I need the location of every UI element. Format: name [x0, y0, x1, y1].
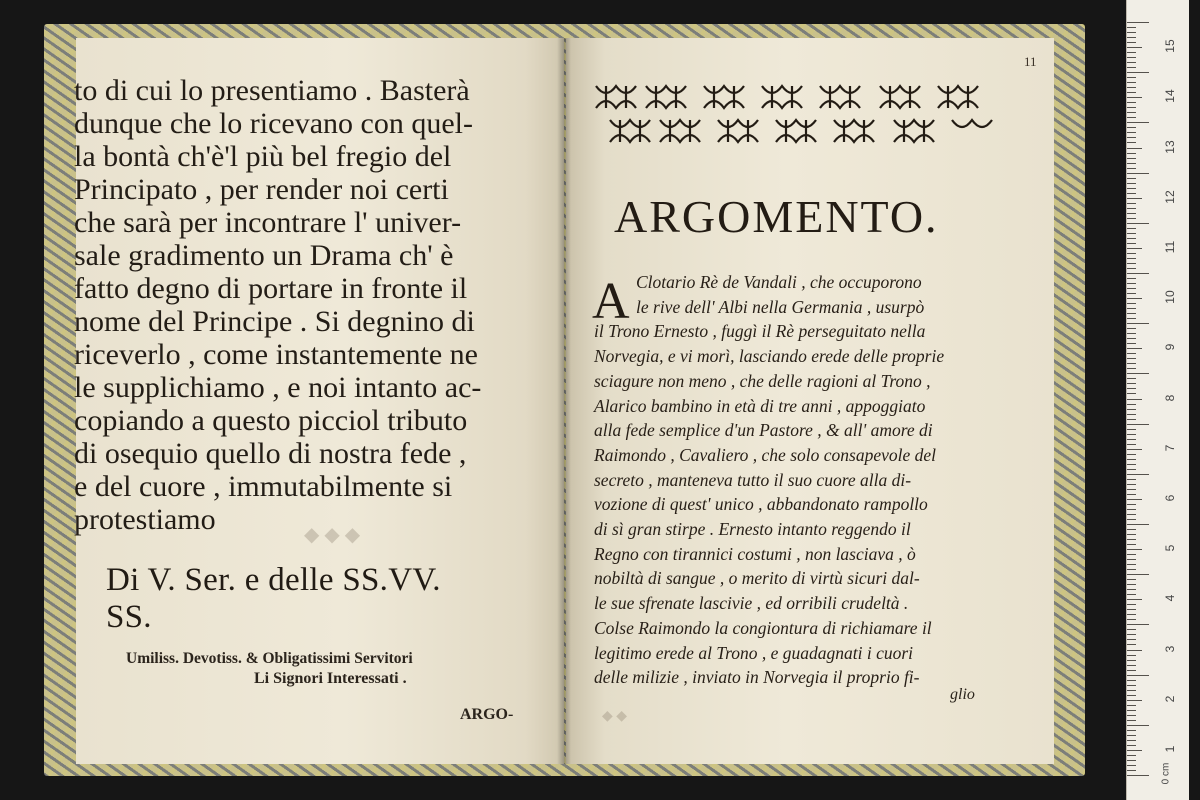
ruler-tick	[1127, 484, 1136, 485]
ruler-tick	[1127, 554, 1136, 555]
ruler-tick	[1127, 67, 1136, 68]
signature-line: Umiliss. Devotiss. & Obligatissimi Servitori	[126, 650, 413, 667]
text-line: e del cuore , immutabilmente si	[74, 470, 453, 503]
ruler-tick	[1127, 303, 1136, 304]
ruler-tick	[1127, 243, 1136, 244]
ruler-tick	[1127, 564, 1136, 565]
ruler-tick	[1127, 634, 1136, 635]
ruler-tick	[1127, 775, 1149, 776]
ruler-tick	[1127, 173, 1149, 174]
ruler-tick	[1127, 519, 1136, 520]
ruler-tick	[1127, 57, 1136, 58]
ruler-tick	[1127, 619, 1136, 620]
ruler-tick	[1127, 178, 1136, 179]
ruler-tick	[1127, 393, 1136, 394]
text-line: legitimo erede al Trono , e guadagnati i cuori	[594, 642, 914, 663]
text-line: nobiltà di sangue , o merito di virtù sicuri dal-	[594, 568, 920, 589]
ruler-tick	[1127, 27, 1136, 28]
ruler-tick	[1127, 514, 1136, 515]
text-line: alla fede semplice d'un Pastore , & all' amore di	[594, 420, 933, 441]
text-line: to di cui lo presentiamo . Basterà	[74, 74, 470, 107]
ruler-tick	[1127, 644, 1136, 645]
ruler-tick	[1127, 273, 1149, 274]
text-line: riceverlo , come instantemente ne	[74, 338, 478, 371]
ruler-tick	[1127, 168, 1136, 169]
ruler-tick	[1127, 343, 1136, 344]
text-line: Alarico bambino in età di tre anni , appoggiato	[594, 395, 926, 416]
ruler-number: 8	[1163, 394, 1177, 401]
ruler-number: 5	[1163, 544, 1177, 552]
ruler-tick	[1127, 589, 1136, 590]
ruler-tick	[1127, 318, 1136, 319]
ruler-tick	[1127, 715, 1136, 716]
ruler-tick	[1127, 670, 1136, 671]
ruler-tick	[1127, 680, 1136, 681]
ruler-tick	[1127, 700, 1142, 701]
ruler-tick	[1127, 574, 1149, 575]
text-line: dunque che lo ricevano con quel-	[74, 107, 474, 140]
ruler-tick	[1127, 720, 1136, 721]
ruler-tick	[1127, 539, 1136, 540]
ruler-tick	[1127, 639, 1136, 640]
ruler-tick	[1127, 609, 1136, 610]
ruler-number: 6	[1163, 494, 1177, 502]
ruler-tick	[1127, 409, 1136, 410]
text-line: le rive dell' Albi nella Germania , usurpò	[636, 296, 925, 317]
ruler-tick	[1127, 298, 1142, 299]
ruler-tick	[1127, 223, 1149, 224]
ruler-tick	[1127, 464, 1136, 465]
ruler-number: 9	[1163, 343, 1177, 351]
ruler-number: 11	[1163, 240, 1177, 254]
ruler-tick	[1127, 137, 1136, 138]
ruler-tick	[1127, 459, 1136, 460]
ruler-tick	[1127, 439, 1136, 440]
ruler-tick	[1127, 233, 1136, 234]
ruler-tick	[1127, 404, 1136, 405]
ruler-tick	[1127, 193, 1136, 194]
ruler-tick	[1127, 102, 1136, 103]
signature-line: Li Signori Interessati .	[254, 670, 407, 687]
ruler-tick	[1127, 127, 1136, 128]
ruler-tick	[1127, 313, 1136, 314]
ruler-tick	[1127, 690, 1136, 691]
text-line: Clotario Rè de Vandali , che occuporono	[636, 272, 922, 292]
page-number: 11	[1024, 54, 1037, 69]
ruler-tick	[1127, 529, 1136, 530]
ruler-number: 3	[1163, 645, 1177, 652]
ruler-tick	[1127, 660, 1136, 661]
ruler-number: 15	[1163, 39, 1177, 53]
ruler-tick	[1127, 77, 1136, 78]
ruler-tick	[1127, 449, 1142, 450]
ruler-tick	[1127, 725, 1149, 726]
ruler-tick	[1127, 594, 1136, 595]
ruler-tick	[1127, 363, 1136, 364]
ruler-tick	[1127, 760, 1136, 761]
text-line: le supplichiamo , e noi intanto ac-	[74, 371, 482, 404]
ruler-tick	[1127, 750, 1142, 751]
ruler-tick	[1127, 183, 1136, 184]
ruler-tick	[1127, 755, 1136, 756]
ruler-tick	[1127, 228, 1136, 229]
ruler-tick	[1127, 419, 1136, 420]
text-line: vozione di quest' unico , abbandonato rampollo	[594, 494, 928, 515]
ruler-tick	[1127, 730, 1136, 731]
ruler-tick	[1127, 198, 1142, 199]
ruler-number: 13	[1163, 139, 1177, 154]
book-gutter	[557, 38, 571, 764]
ruler-tick	[1127, 695, 1136, 696]
ruler-tick	[1127, 218, 1136, 219]
ruler-tick	[1127, 283, 1136, 284]
ruler-tick	[1127, 740, 1136, 741]
ruler-tick	[1127, 117, 1136, 118]
ruler-tick	[1127, 62, 1136, 63]
catchword: ARGO-	[460, 706, 514, 723]
ruler-tick	[1127, 163, 1136, 164]
ruler-tick	[1127, 248, 1142, 249]
text-line: la bontà ch'è'l più bel fregio del	[74, 140, 452, 173]
ruler-tick	[1127, 424, 1149, 425]
closing-salutation: Di V. Ser. e delle SS.VV. SS.	[106, 562, 441, 635]
text-line: Norvegia, e vi morì, lasciando erede delle proprie	[594, 346, 945, 367]
text-line: protestiamo	[74, 503, 216, 536]
ruler-tick	[1127, 72, 1149, 73]
ruler-tick	[1127, 770, 1136, 771]
text-line: sale gradimento un Drama ch' è	[74, 239, 454, 272]
ruler-tick	[1127, 348, 1142, 349]
ruler-tick	[1127, 338, 1136, 339]
text-line: di osequio quello di nostra fede ,	[74, 437, 467, 470]
ruler-tick	[1127, 328, 1136, 329]
ruler-tick	[1127, 414, 1136, 415]
ruler-tick	[1127, 378, 1136, 379]
ruler-tick	[1127, 122, 1149, 123]
ruler-tick	[1127, 399, 1142, 400]
ruler-tick	[1127, 569, 1136, 570]
ruler-tick	[1127, 454, 1136, 455]
ruler-tick	[1127, 238, 1136, 239]
ruler-tick	[1127, 52, 1136, 53]
ruler-tick	[1127, 373, 1149, 374]
ruler-tick	[1127, 675, 1149, 676]
ruler-tick	[1127, 599, 1142, 600]
ruler-tick	[1127, 489, 1136, 490]
ruler-tick	[1127, 650, 1142, 651]
text-line: Regno con tirannici costumi , non lasciava , ò	[594, 543, 916, 564]
ruler-tick	[1127, 429, 1136, 430]
ruler-tick	[1127, 208, 1136, 209]
ruler-tick	[1127, 82, 1136, 83]
ornamental-header-band	[590, 80, 1002, 150]
ruler-tick	[1127, 37, 1136, 38]
chapter-heading: ARGOMENTO.	[614, 191, 939, 242]
ruler-tick	[1127, 112, 1136, 113]
ruler-tick	[1127, 153, 1136, 154]
ruler-tick	[1127, 765, 1136, 766]
ruler-tick	[1127, 92, 1136, 93]
ruler-tick	[1127, 474, 1149, 475]
ruler-tick	[1127, 444, 1136, 445]
ruler-tick	[1127, 629, 1136, 630]
ruler-tick	[1127, 203, 1136, 204]
ruler-tick	[1127, 308, 1136, 309]
ruler-tick	[1127, 188, 1136, 189]
ruler-tick	[1127, 504, 1136, 505]
ruler-tick	[1127, 544, 1136, 545]
ruler-tick	[1127, 549, 1142, 550]
ruler-tick	[1127, 469, 1136, 470]
ruler-unit-label: 0 cm	[1160, 762, 1172, 785]
ruler-tick	[1127, 624, 1149, 625]
ruler-number: 12	[1163, 190, 1177, 204]
ruler-tick	[1127, 499, 1142, 500]
ruler-number: 2	[1163, 695, 1177, 703]
ruler-tick	[1127, 494, 1136, 495]
right-page-text	[594, 270, 1010, 690]
ruler-tick	[1127, 534, 1136, 535]
ruler-tick	[1127, 614, 1136, 615]
text-line: fatto degno di portare in fronte il	[74, 272, 468, 305]
text-line: Principato , per render noi certi	[74, 173, 449, 206]
ruler-tick	[1127, 42, 1136, 43]
text-line: di sì gran stirpe . Ernesto intanto reggendo il	[594, 519, 911, 540]
ruler-tick	[1127, 288, 1136, 289]
text-line: le sue sfrenate lascivie , ed orribili crudeltà .	[594, 593, 909, 614]
ruler-tick	[1127, 479, 1136, 480]
show-through-mark: ◆ ◆	[602, 709, 628, 724]
ruler-tick	[1127, 258, 1136, 259]
ruler-tick	[1127, 22, 1149, 23]
ruler-tick	[1127, 735, 1136, 736]
text-line: Raimondo , Cavaliero , che solo consapevole del	[594, 444, 936, 465]
text-line: secreto , manteneva tutto il suo cuore alla di-	[594, 469, 912, 490]
ruler-number: 1	[1163, 745, 1177, 753]
ruler-tick	[1127, 333, 1136, 334]
ruler-tick	[1127, 142, 1136, 143]
ruler-tick	[1127, 148, 1142, 149]
ruler-tick	[1127, 253, 1136, 254]
ruler-tick	[1127, 383, 1136, 384]
ruler-tick	[1127, 353, 1136, 354]
ruler-tick	[1127, 47, 1142, 48]
drop-cap: A	[592, 273, 630, 330]
ruler-tick	[1127, 745, 1136, 746]
ruler-tick	[1127, 97, 1142, 98]
ruler-number: 14	[1163, 89, 1177, 103]
ruler-tick	[1127, 524, 1149, 525]
ruler-tick	[1127, 358, 1136, 359]
ruler-tick	[1127, 685, 1136, 686]
ruler-tick	[1127, 132, 1136, 133]
ruler-tick	[1127, 158, 1136, 159]
ruler-tick	[1127, 388, 1136, 389]
show-through-mark: ◆ ◆ ◆	[304, 524, 361, 546]
catchword: glio	[950, 686, 975, 703]
ruler-tick	[1127, 509, 1136, 510]
text-line: delle milizie , inviato in Norvegia il proprio fi-	[594, 667, 920, 688]
ruler-tick	[1127, 263, 1136, 264]
text-line: copiando a questo picciol tributo	[74, 404, 468, 437]
ruler-number: 7	[1163, 444, 1177, 452]
ruler-tick	[1127, 293, 1136, 294]
ruler-tick	[1127, 710, 1136, 711]
text-line: nome del Principe . Si degnino di	[74, 305, 475, 338]
ruler-tick	[1127, 579, 1136, 580]
ruler-tick	[1127, 665, 1136, 666]
text-line: Colse Raimondo la congiontura di richiamare il	[594, 617, 932, 638]
ruler-tick	[1127, 434, 1136, 435]
ruler-tick	[1127, 323, 1149, 324]
ruler-number: 10	[1163, 290, 1177, 304]
measuring-scale	[1126, 0, 1189, 800]
ruler-tick	[1127, 604, 1136, 605]
ruler-tick	[1127, 213, 1136, 214]
ruler-tick	[1127, 107, 1136, 108]
left-page-text	[74, 74, 482, 536]
ruler-tick	[1127, 655, 1136, 656]
ruler-tick	[1127, 368, 1136, 369]
ruler-tick	[1127, 268, 1136, 269]
text-line: sciagure non meno , che delle ragioni al Trono ,	[594, 370, 931, 391]
ruler-tick	[1127, 87, 1136, 88]
ruler-number: 4	[1163, 594, 1177, 602]
ruler-tick	[1127, 559, 1136, 560]
text-line: il Trono Ernesto , fuggì il Rè perseguitato nella	[594, 321, 926, 342]
text-line: che sarà per incontrare l' univer-	[74, 206, 462, 239]
ruler-tick	[1127, 584, 1136, 585]
ruler-tick	[1127, 278, 1136, 279]
ruler-tick	[1127, 705, 1136, 706]
ruler-tick	[1127, 32, 1136, 33]
